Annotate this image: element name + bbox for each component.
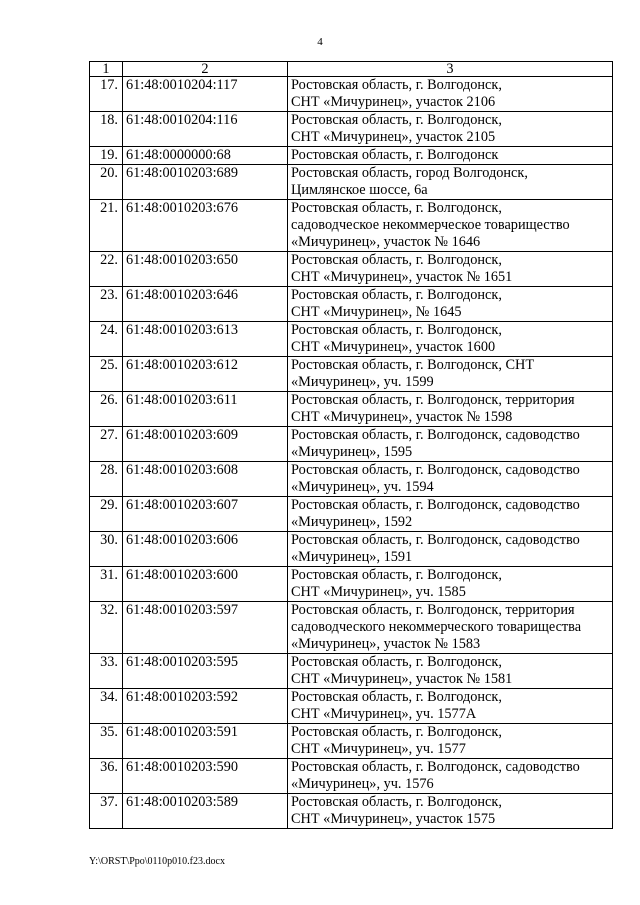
address-line: Ростовская область, город Волгодонск, (291, 165, 528, 181)
row-number: 17. (90, 77, 123, 112)
cadastral-number: 61:48:0010203:606 (123, 532, 288, 567)
table-row (90, 602, 613, 654)
table-row (90, 287, 613, 322)
address-line: «Мичуринец», участок № 1646 (291, 234, 481, 250)
address-line: СНТ «Мичуринец», участок 2105 (291, 129, 496, 145)
address-cell (288, 462, 613, 497)
row-number: 37. (90, 794, 123, 829)
address-line: «Мичуринец», участок № 1583 (291, 636, 481, 652)
address-line: Ростовская область, г. Волгодонск, (291, 287, 502, 303)
cadastral-number: 61:48:0010203:595 (123, 654, 288, 689)
row-number: 23. (90, 287, 123, 322)
address-cell (288, 252, 613, 287)
address-cell (288, 357, 613, 392)
address-cell (288, 147, 613, 165)
row-number: 19. (90, 147, 123, 165)
row-number: 22. (90, 252, 123, 287)
address-line: «Мичуринец», уч. 1576 (291, 776, 434, 792)
table-row (90, 427, 613, 462)
table-row (90, 497, 613, 532)
cadastral-number: 61:48:0010203:597 (123, 602, 288, 654)
address-line: СНТ «Мичуринец», уч. 1577А (291, 706, 477, 722)
row-number: 20. (90, 165, 123, 200)
cadastral-number: 61:48:0010203:608 (123, 462, 288, 497)
column-header-cadastral: 2 (123, 62, 288, 77)
table-row (90, 147, 613, 165)
table-row (90, 252, 613, 287)
address-line: СНТ «Мичуринец», участок № 1651 (291, 269, 513, 285)
cadastral-number: 61:48:0010203:646 (123, 287, 288, 322)
table-row (90, 462, 613, 497)
address-cell (288, 165, 613, 200)
cadastral-number: 61:48:0010203:591 (123, 724, 288, 759)
cadastral-number: 61:48:0010203:607 (123, 497, 288, 532)
page-number: 4 (317, 36, 323, 48)
row-number: 32. (90, 602, 123, 654)
address-cell (288, 567, 613, 602)
address-line: Ростовская область, г. Волгодонск (291, 147, 499, 163)
address-line: Ростовская область, г. Волгодонск, (291, 689, 502, 705)
address-cell (288, 689, 613, 724)
table-row (90, 654, 613, 689)
address-line: Ростовская область, г. Волгодонск, садоводство (291, 427, 580, 443)
table-row (90, 532, 613, 567)
address-line: «Мичуринец», 1595 (291, 444, 413, 460)
table-row (90, 322, 613, 357)
address-line: «Мичуринец», уч. 1594 (291, 479, 434, 495)
address-cell (288, 724, 613, 759)
table-row (90, 689, 613, 724)
address-line: Ростовская область, г. Волгодонск, (291, 654, 502, 670)
address-line: «Мичуринец», 1591 (291, 549, 413, 565)
address-line: СНТ «Мичуринец», участок № 1581 (291, 671, 513, 687)
address-cell (288, 794, 613, 829)
row-number: 21. (90, 200, 123, 252)
address-line: Цимлянское шоссе, 6а (291, 182, 428, 198)
cadastral-number: 61:48:0010203:689 (123, 165, 288, 200)
file-path-footer: Y:\ORST\Ppo\0110p010.f23.docx (89, 856, 225, 867)
address-line: садоводческое некоммерческое товарищество (291, 217, 570, 233)
address-line: СНТ «Мичуринец», участок 1575 (291, 811, 496, 827)
address-cell (288, 497, 613, 532)
address-cell (288, 654, 613, 689)
row-number: 36. (90, 759, 123, 794)
address-line: Ростовская область, г. Волгодонск, (291, 567, 502, 583)
address-cell (288, 532, 613, 567)
address-line: Ростовская область, г. Волгодонск, территория (291, 602, 575, 618)
address-line: Ростовская область, г. Волгодонск, садоводство (291, 532, 580, 548)
address-cell (288, 392, 613, 427)
row-number: 26. (90, 392, 123, 427)
address-line: «Мичуринец», уч. 1599 (291, 374, 434, 390)
address-line: СНТ «Мичуринец», участок 1600 (291, 339, 496, 355)
address-cell (288, 287, 613, 322)
address-line: Ростовская область, г. Волгодонск, (291, 112, 502, 128)
address-cell (288, 759, 613, 794)
table-row (90, 165, 613, 200)
address-line: Ростовская область, г. Волгодонск, СНТ (291, 357, 535, 373)
address-line: СНТ «Мичуринец», № 1645 (291, 304, 462, 320)
address-cell (288, 322, 613, 357)
cadastral-number: 61:48:0010203:611 (123, 392, 288, 427)
cadastral-number: 61:48:0010203:589 (123, 794, 288, 829)
cadastral-number: 61:48:0010203:609 (123, 427, 288, 462)
address-cell (288, 602, 613, 654)
address-line: Ростовская область, г. Волгодонск, (291, 252, 502, 268)
address-cell (288, 112, 613, 147)
row-number: 34. (90, 689, 123, 724)
land-plots-table (89, 61, 613, 829)
table-row (90, 77, 613, 112)
table-row (90, 794, 613, 829)
column-header-number: 1 (90, 62, 123, 77)
address-line: СНТ «Мичуринец», участок 2106 (291, 94, 496, 110)
address-line: Ростовская область, г. Волгодонск, (291, 724, 502, 740)
table-header-row (90, 62, 613, 77)
column-header-address: 3 (288, 62, 613, 77)
table-row (90, 724, 613, 759)
row-number: 25. (90, 357, 123, 392)
table-row (90, 567, 613, 602)
address-line: СНТ «Мичуринец», участок № 1598 (291, 409, 513, 425)
table-row (90, 357, 613, 392)
row-number: 35. (90, 724, 123, 759)
address-line: СНТ «Мичуринец», уч. 1577 (291, 741, 466, 757)
row-number: 31. (90, 567, 123, 602)
address-line: Ростовская область, г. Волгодонск, садоводство (291, 759, 580, 775)
address-line: Ростовская область, г. Волгодонск, (291, 77, 502, 93)
table-row (90, 759, 613, 794)
cadastral-number: 61:48:0010203:613 (123, 322, 288, 357)
row-number: 33. (90, 654, 123, 689)
row-number: 18. (90, 112, 123, 147)
address-line: «Мичуринец», 1592 (291, 514, 413, 530)
table-row (90, 112, 613, 147)
cadastral-number: 61:48:0010203:612 (123, 357, 288, 392)
address-line: Ростовская область, г. Волгодонск, территория (291, 392, 575, 408)
cadastral-number: 61:48:0010203:592 (123, 689, 288, 724)
address-line: садоводческого некоммерческого товарищества (291, 619, 582, 635)
table-row (90, 392, 613, 427)
cadastral-number: 61:48:0010203:600 (123, 567, 288, 602)
address-line: Ростовская область, г. Волгодонск, садоводство (291, 462, 580, 478)
address-cell (288, 427, 613, 462)
address-line: Ростовская область, г. Волгодонск, садоводство (291, 497, 580, 513)
cadastral-number: 61:48:0000000:68 (123, 147, 288, 165)
table-row (90, 200, 613, 252)
address-line: Ростовская область, г. Волгодонск, (291, 794, 502, 810)
cadastral-number: 61:48:0010203:650 (123, 252, 288, 287)
cadastral-number: 61:48:0010203:676 (123, 200, 288, 252)
address-line: СНТ «Мичуринец», уч. 1585 (291, 584, 466, 600)
cadastral-number: 61:48:0010204:116 (123, 112, 288, 147)
cadastral-number: 61:48:0010203:590 (123, 759, 288, 794)
row-number: 24. (90, 322, 123, 357)
row-number: 29. (90, 497, 123, 532)
address-line: Ростовская область, г. Волгодонск, (291, 200, 502, 216)
address-cell (288, 77, 613, 112)
table-body (90, 77, 613, 829)
row-number: 27. (90, 427, 123, 462)
row-number: 30. (90, 532, 123, 567)
address-line: Ростовская область, г. Волгодонск, (291, 322, 502, 338)
row-number: 28. (90, 462, 123, 497)
cadastral-number: 61:48:0010204:117 (123, 77, 288, 112)
address-cell (288, 200, 613, 252)
